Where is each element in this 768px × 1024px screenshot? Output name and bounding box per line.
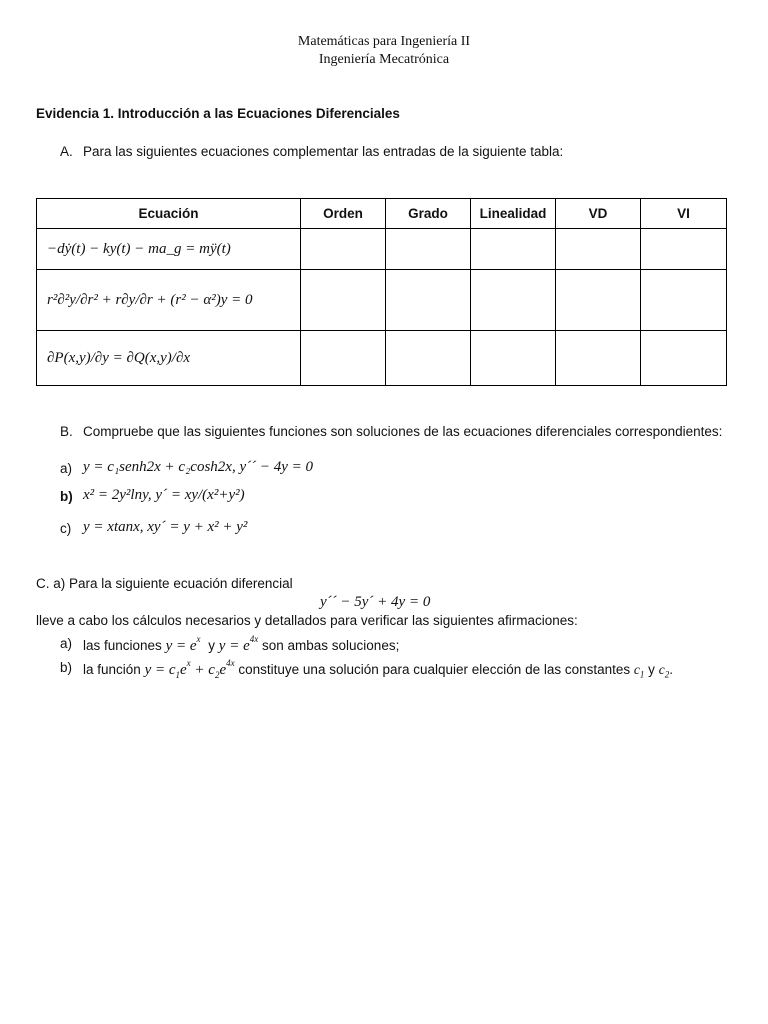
equation-table xyxy=(36,198,727,386)
item-b-c-label: c) xyxy=(60,521,72,536)
vd-cell xyxy=(556,331,641,386)
equation-2: r²∂²y/∂r² + r∂y/∂r + (r² − α²)y = 0 xyxy=(47,291,253,308)
course-title: Matemáticas para Ingeniería II xyxy=(297,34,471,49)
grado-cell xyxy=(386,270,471,331)
item-c-a-text-before: las funciones xyxy=(83,638,162,653)
equation-cell-1 xyxy=(37,229,301,270)
program-name: Ingeniería Mecatrónica xyxy=(318,52,450,67)
table-row xyxy=(37,270,727,331)
section-c-intro: C. a) Para la siguiente ecuación diferencial xyxy=(36,576,293,591)
vd-cell xyxy=(556,229,641,270)
linealidad-cell xyxy=(471,331,556,386)
vi-cell xyxy=(641,270,727,331)
consts-join: y xyxy=(648,662,655,677)
vi-cell xyxy=(641,229,727,270)
section-b-marker: B. xyxy=(60,424,73,439)
table-header-row xyxy=(37,199,727,229)
orden-cell xyxy=(301,229,386,270)
section-b-text: Compruebe que las siguientes funciones son soluciones de las ecuaciones diferenciales correspondientes: xyxy=(83,424,723,439)
item-b-c-expr: y = xtanx, xy´ = y + x² + y² xyxy=(83,519,248,535)
item-c-a-f1: $y = e^x$ xyxy=(165,634,201,654)
orden-cell xyxy=(301,331,386,386)
section-c-instruction: lleve a cabo los cálculos necesarios y detallados para verificar las siguientes afirmaciones: xyxy=(36,613,578,628)
col-header-vd: VD xyxy=(556,199,641,229)
item-c-a-label: a) xyxy=(60,636,73,651)
vd-cell xyxy=(556,270,641,331)
item-c-b-f: $y = c_1e^x + c_2e^{4x}$ xyxy=(144,658,235,680)
item-c-b-label: b) xyxy=(60,660,73,675)
linealidad-cell xyxy=(471,270,556,331)
const-c2: $c_2$ xyxy=(658,662,670,680)
vi-cell xyxy=(641,331,727,386)
col-header-ecuacion: Ecuación xyxy=(37,199,301,229)
col-header-grado: Grado xyxy=(386,199,471,229)
item-c-b-line: la función $y = c_1e^x + c_2e^{4x}$ constituye una solución para cualquier elección de las constantes $c_1$ y $c_2$. xyxy=(83,658,673,680)
item-b-b-expr: x² = 2y²lny, y´ = xy/(x²+y²) xyxy=(83,487,245,503)
col-header-linealidad: Linealidad xyxy=(471,199,556,229)
col-header-orden: Orden xyxy=(301,199,386,229)
item-c-b-text-before: la función xyxy=(83,662,141,677)
evidence-title: Evidencia 1. Introducción a las Ecuaciones Diferenciales xyxy=(36,106,400,121)
grado-cell xyxy=(386,331,471,386)
item-b-a-expr: y = c₁senh2x + c₂cosh2x, y´´ − 4y = 0 xyxy=(83,459,314,475)
section-c-equation: y´´ − 5y´ + 4y = 0 xyxy=(320,594,431,610)
item-c-b-text-after: constituye una solución para cualquier elección de las constantes xyxy=(238,662,631,677)
equation-cell-3 xyxy=(37,331,301,386)
item-b-a-label: a) xyxy=(60,461,73,476)
col-header-vi: VI xyxy=(641,199,727,229)
linealidad-cell xyxy=(471,229,556,270)
document-header xyxy=(0,33,768,69)
item-c-a-text-middle: y xyxy=(208,638,216,653)
const-c1: $c_1$ xyxy=(633,662,645,680)
equation-cell-2 xyxy=(37,270,301,331)
grado-cell xyxy=(386,229,471,270)
section-a-marker: A. xyxy=(60,144,73,159)
table-row xyxy=(37,229,727,270)
item-c-a-line xyxy=(83,636,399,655)
item-b-b-label: b) xyxy=(60,489,73,504)
section-a-text: Para las siguientes ecuaciones complementar las entradas de la siguiente tabla: xyxy=(83,144,564,159)
table-row xyxy=(37,331,727,386)
item-c-a-text-after: son ambas soluciones; xyxy=(262,638,400,653)
equation-1: −dẏ(t) − ky(t) − ma_g = mÿ(t) xyxy=(47,240,231,257)
item-c-a-f2: $y = e^{4x}$ xyxy=(218,634,259,654)
equation-3: ∂P(x,y)/∂y = ∂Q(x,y)/∂x xyxy=(47,349,191,366)
orden-cell xyxy=(301,270,386,331)
